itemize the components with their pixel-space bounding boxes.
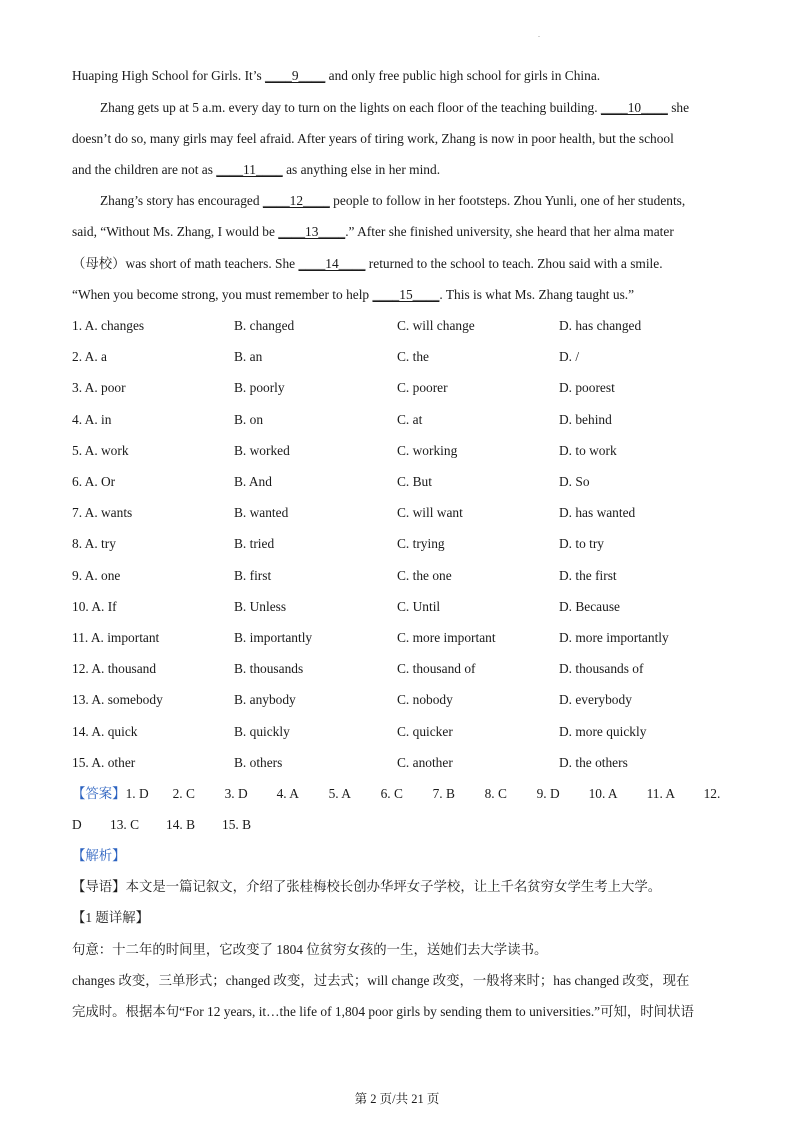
answer-item: 12. bbox=[703, 786, 721, 801]
option-3-b: B. poorly bbox=[234, 380, 285, 395]
option-15-c: C. another bbox=[397, 755, 453, 770]
option-12-b: B. thousands bbox=[234, 661, 304, 676]
answer-item: 5. A bbox=[328, 786, 351, 801]
option-10-b: B. Unless bbox=[234, 599, 287, 614]
option-8-b: B. tried bbox=[234, 536, 275, 551]
analysis-tag: 【解析】 bbox=[72, 848, 126, 863]
answer-item: 9. D bbox=[536, 786, 560, 801]
option-12-a: 12. A. thousand bbox=[72, 661, 157, 676]
sentence-meaning: 句意：十二年的时间里，它改变了 1804 位贫穷女孩的一生，送她们去大学读书。 bbox=[72, 942, 548, 957]
answer-item: 15. B bbox=[222, 817, 252, 832]
answer-item: 13. C bbox=[110, 817, 140, 832]
option-3-c: C. poorer bbox=[397, 380, 448, 395]
option-2-c: C. the bbox=[397, 349, 429, 364]
blank-12: ____12____ bbox=[262, 193, 330, 208]
option-5-d: D. to work bbox=[559, 443, 617, 458]
option-12-c: C. thousand of bbox=[397, 661, 476, 676]
option-9-d: D. the first bbox=[559, 568, 617, 583]
option-4-b: B. on bbox=[234, 412, 264, 427]
answer-item: 4. A bbox=[276, 786, 299, 801]
option-4-a: 4. A. in bbox=[72, 412, 112, 427]
guide-text: 本文是一篇记叙文，介绍了张桂梅校长创办华坪女子学校，让上千名贫穷女学生考上大学。 bbox=[125, 879, 662, 894]
passage-line-3: doesn’t do so, many girls may feel afraid. After years of tiring work, Zhang is now in poor health, but the school bbox=[72, 131, 674, 146]
option-1-b: B. changed bbox=[234, 318, 295, 333]
blank-9: ____9____ bbox=[265, 68, 326, 83]
guide-line bbox=[72, 877, 661, 897]
answer-item: 7. B bbox=[432, 786, 455, 801]
guide-tag: 【导语】 bbox=[72, 879, 126, 894]
option-14-c: C. quicker bbox=[397, 724, 453, 739]
option-12-d: D. thousands of bbox=[559, 661, 644, 676]
answer-item: 3. D bbox=[224, 786, 248, 801]
passage-line-6: said, “Without Ms. Zhang, I would be ____13____.” After she finished university, she heard that her alma mater bbox=[72, 224, 674, 239]
answer-item: 8. C bbox=[484, 786, 507, 801]
answer-item: 6. C bbox=[380, 786, 403, 801]
answer-item: 1. D bbox=[125, 786, 149, 801]
option-7-d: D. has wanted bbox=[559, 505, 636, 520]
option-1-a: 1. A. changes bbox=[72, 318, 145, 333]
option-8-d: D. to try bbox=[559, 536, 605, 551]
option-2-d: D. / bbox=[559, 349, 580, 364]
explanation-line-2: 完成时。根据本句“For 12 years, it…the life of 1,804 poor girls by sending them to universities.”可知，时间状语 bbox=[72, 1004, 694, 1019]
option-7-b: B. wanted bbox=[234, 505, 289, 520]
option-8-c: C. trying bbox=[397, 536, 445, 551]
option-3-a: 3. A. poor bbox=[72, 380, 126, 395]
option-14-a: 14. A. quick bbox=[72, 724, 138, 739]
answer-item: D bbox=[72, 817, 82, 832]
option-9-a: 9. A. one bbox=[72, 568, 121, 583]
option-11-a: 11. A. important bbox=[72, 630, 160, 645]
answer-line-2 bbox=[72, 815, 251, 835]
blank-10: ____10____ bbox=[600, 100, 668, 115]
option-5-a: 5. A. work bbox=[72, 443, 129, 458]
option-13-b: B. anybody bbox=[234, 692, 296, 707]
detail-title: 【1 题详解】 bbox=[72, 910, 149, 925]
option-5-b: B. worked bbox=[234, 443, 290, 458]
option-6-b: B. And bbox=[234, 474, 272, 489]
option-3-d: D. poorest bbox=[559, 380, 615, 395]
blank-13: ____13____ bbox=[278, 224, 346, 239]
option-8-a: 8. A. try bbox=[72, 536, 116, 551]
option-2-b: B. an bbox=[234, 349, 263, 364]
option-7-c: C. will want bbox=[397, 505, 463, 520]
option-10-c: C. Until bbox=[397, 599, 441, 614]
answer-item: 10. A bbox=[588, 786, 618, 801]
option-13-d: D. everybody bbox=[559, 692, 632, 707]
option-6-a: 6. A. Or bbox=[72, 474, 116, 489]
page-mark: . bbox=[538, 30, 540, 39]
option-10-a: 10. A. If bbox=[72, 599, 117, 614]
passage-line-8: “When you become strong, you must remember to help ____15____. This is what Ms. Zhang taught us.” bbox=[72, 287, 635, 302]
option-5-c: C. working bbox=[397, 443, 458, 458]
passage-line-5: Zhang’s story has encouraged ____12____ people to follow in her footsteps. Zhou Yunli, one of her students, bbox=[100, 193, 686, 208]
option-13-c: C. nobody bbox=[397, 692, 453, 707]
option-9-b: B. first bbox=[234, 568, 272, 583]
option-1-c: C. will change bbox=[397, 318, 475, 333]
option-14-d: D. more quickly bbox=[559, 724, 647, 739]
page-footer: 第 2 页/共 21 页 bbox=[354, 1092, 440, 1106]
passage-line-1: Huaping High School for Girls. It’s ____9____ and only free public high school for girls in China. bbox=[72, 68, 601, 83]
answer-item: 2. C bbox=[172, 786, 195, 801]
option-6-c: C. But bbox=[397, 474, 432, 489]
blank-15: ____15____ bbox=[372, 287, 440, 302]
option-11-c: C. more important bbox=[397, 630, 496, 645]
answer-item: 11. A bbox=[646, 786, 676, 801]
option-6-d: D. So bbox=[559, 474, 590, 489]
passage-line-7: （母校）was short of math teachers. She ____14____ returned to the school to teach. Zhou said with a smile. bbox=[72, 256, 663, 271]
option-14-b: B. quickly bbox=[234, 724, 290, 739]
option-15-b: B. others bbox=[234, 755, 283, 770]
option-4-d: D. behind bbox=[559, 412, 612, 427]
answer-item: 14. B bbox=[166, 817, 196, 832]
blank-11: ____11____ bbox=[216, 162, 283, 177]
option-11-d: D. more importantly bbox=[559, 630, 669, 645]
explanation-line-1: changes 改变，三单形式；changed 改变，过去式；will change 改变，一般将来时；has changed 改变，现在 bbox=[72, 973, 690, 988]
blank-14: ____14____ bbox=[298, 256, 366, 271]
option-4-c: C. at bbox=[397, 412, 423, 427]
option-11-b: B. importantly bbox=[234, 630, 313, 645]
passage-line-2: Zhang gets up at 5 a.m. every day to turn on the lights on each floor of the teaching building. ____10____ she bbox=[100, 100, 690, 115]
option-15-d: D. the others bbox=[559, 755, 628, 770]
option-1-d: D. has changed bbox=[559, 318, 642, 333]
option-13-a: 13. A. somebody bbox=[72, 692, 163, 707]
option-2-a: 2. A. a bbox=[72, 349, 107, 364]
option-15-a: 15. A. other bbox=[72, 755, 136, 770]
option-9-c: C. the one bbox=[397, 568, 452, 583]
answer-tag: 【答案】 bbox=[72, 786, 126, 801]
answer-line-1 bbox=[72, 784, 720, 804]
passage-line-4: and the children are not as ____11____ as anything else in her mind. bbox=[72, 162, 441, 177]
option-7-a: 7. A. wants bbox=[72, 505, 133, 520]
option-10-d: D. Because bbox=[559, 599, 620, 614]
